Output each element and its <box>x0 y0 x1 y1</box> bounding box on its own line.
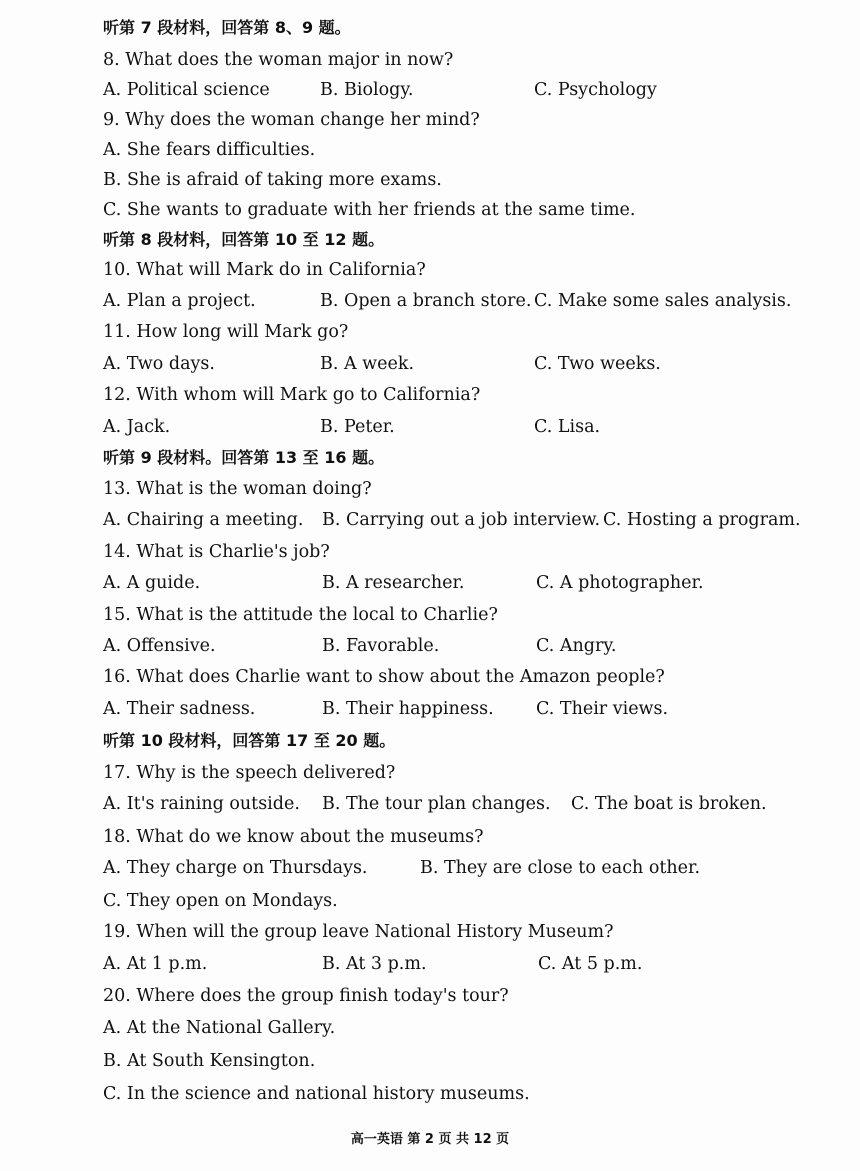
option-11c: C. Two weeks. <box>534 354 661 374</box>
question-13: 13. What is the woman doing? <box>103 479 372 499</box>
question-8: 8. What does the woman major in now? <box>103 50 454 70</box>
question-15: 15. What is the attitude the local to Charlie? <box>103 605 498 625</box>
question-10: 10. What will Mark do in California? <box>103 260 426 280</box>
option-10a: A. Plan a project. <box>103 291 256 311</box>
question-19: 19. When will the group leave National History Museum? <box>103 922 614 942</box>
option-12c: C. Lisa. <box>534 417 601 437</box>
option-16a: A. Their sadness. <box>103 699 256 719</box>
option-17b: B. The tour plan changes. <box>322 794 551 814</box>
option-14a: A. A guide. <box>103 573 201 593</box>
option-19c: C. At 5 p.m. <box>538 954 643 974</box>
section-heading: 听第 9 段材料。回答第 13 至 16 题。 <box>103 448 385 467</box>
option-8a: A. Political science <box>103 80 270 100</box>
option-8b: B. Biology. <box>320 80 414 100</box>
option-18b: B. They are close to each other. <box>420 858 701 878</box>
option-19a: A. At 1 p.m. <box>103 954 208 974</box>
option-8c: C. Psychology <box>534 80 657 100</box>
section-heading: 听第 7 段材料，回答第 8、9 题。 <box>103 18 351 37</box>
option-9a: A. She fears difficulties. <box>103 140 316 160</box>
option-13a: A. Chairing a meeting. <box>103 510 304 530</box>
option-14c: C. A photographer. <box>536 573 704 593</box>
question-11: 11. How long will Mark go? <box>103 322 349 342</box>
question-9: 9. Why does the woman change her mind? <box>103 110 480 130</box>
option-15b: B. Favorable. <box>322 636 440 656</box>
option-20c: C. In the science and national history museums. <box>103 1084 530 1104</box>
option-16c: C. Their views. <box>536 699 669 719</box>
question-16: 16. What does Charlie want to show about the Amazon people? <box>103 667 665 687</box>
option-11a: A. Two days. <box>103 354 215 374</box>
question-14: 14. What is Charlie's job? <box>103 542 330 562</box>
option-15c: C. Angry. <box>536 636 617 656</box>
option-18a: A. They charge on Thursdays. <box>103 858 368 878</box>
option-17a: A. It's raining outside. <box>103 794 300 814</box>
section-heading: 听第 8 段材料，回答第 10 至 12 题。 <box>103 230 385 249</box>
option-18c: C. They open on Mondays. <box>103 891 338 911</box>
option-11b: B. A week. <box>320 354 415 374</box>
option-12b: B. Peter. <box>320 417 395 437</box>
option-19b: B. At 3 p.m. <box>322 954 427 974</box>
option-15a: A. Offensive. <box>103 636 216 656</box>
option-9b: B. She is afraid of taking more exams. <box>103 170 442 190</box>
option-14b: B. A researcher. <box>322 573 465 593</box>
option-17c: C. The boat is broken. <box>571 794 767 814</box>
question-17: 17. Why is the speech delivered? <box>103 763 396 783</box>
option-20b: B. At South Kensington. <box>103 1051 316 1071</box>
option-13b: B. Carrying out a job interview. <box>322 510 601 530</box>
question-12: 12. With whom will Mark go to California? <box>103 385 481 405</box>
question-20: 20. Where does the group finish today's tour? <box>103 986 509 1006</box>
option-12a: A. Jack. <box>103 417 171 437</box>
option-13c: C. Hosting a program. <box>603 510 801 530</box>
option-10c: C. Make some sales analysis. <box>534 291 792 311</box>
option-20a: A. At the National Gallery. <box>103 1018 336 1038</box>
section-heading: 听第 10 段材料，回答第 17 至 20 题。 <box>103 731 396 750</box>
question-18: 18. What do we know about the museums? <box>103 827 484 847</box>
option-10b: B. Open a branch store. <box>320 291 532 311</box>
option-9c: C. She wants to graduate with her friends at the same time. <box>103 200 636 220</box>
page-footer: 高一英语 第 2 页 共 12 页 <box>350 1132 510 1147</box>
option-16b: B. Their happiness. <box>322 699 494 719</box>
